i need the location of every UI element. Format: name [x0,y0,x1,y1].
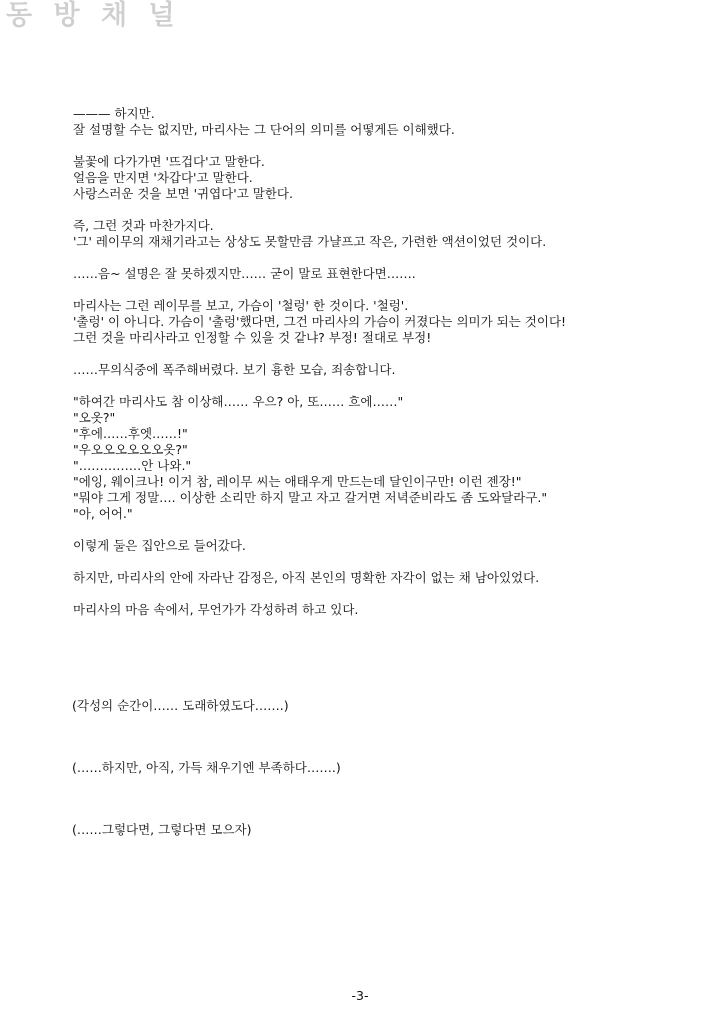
text-line: ……무의식중에 폭주해버렸다. 보기 흉한 모습, 죄송합니다. [73,362,396,377]
paragraph [73,570,703,586]
page-number: -3- [351,988,369,1003]
text-line: '출렁' 이 아니다. 가슴이 '출렁'했다면, 그건 마리사의 가슴이 커졌다는 의미가 되는 것이다! [73,314,567,329]
text-line: 하지만, 마리사의 안에 자라난 감정은, 아직 본인의 명확한 자각이 없는 채 남아있었다. [73,570,540,585]
text-line: 즉, 그런 것과 마찬가지다. [73,218,214,233]
text-line: 불꽃에 다가가면 '뜨겁다'고 말한다. [73,154,265,169]
dialogue-line: "후에……후엣……!" [73,426,188,441]
thought-line: (……그렇다면, 그렇다면 모으자) [72,822,252,837]
text-line: 마리사의 마음 속에서, 무언가가 각성하려 하고 있다. [73,602,359,617]
paragraph [73,602,703,618]
thought-line: (……하지만, 아직, 가득 채우기엔 부족하다…….) [72,760,341,775]
paragraph [73,154,703,202]
text-line: 얼음을 만지면 '차갑다'고 말한다. [73,170,253,185]
dialogue-line: "하여간 마리사도 참 이상해…… 우으? 아, 또…… 흐에……" [73,394,404,409]
text-line: 마리사는 그런 레이무를 보고, 가슴이 '철렁' 한 것이다. '철렁'. [73,298,409,313]
text-line: ……음~ 설명은 잘 못하겠지만…… 굳이 말로 표현한다면……. [73,266,416,281]
dialogue-line: "뭐야 그게 정말…. 이상한 소리만 하지 말고 자고 갈거면 저녁준비라도 좀 도와달라구." [73,490,548,505]
dialogue-line: "아, 어어." [73,506,133,521]
dialogue-line: "에잉, 웨이크나! 이거 참, 레이무 씨는 애태우게 만드는데 달인이구만! 이런 젠장!" [73,474,522,489]
paragraph [73,362,703,378]
watermark-logo: 동 방 채 널 [6,0,181,31]
body-text [73,106,703,634]
paragraph [73,106,703,138]
text-line: '그' 레이무의 재채기라고는 상상도 못할만큼 가냘프고 작은, 가련한 액션이었던 것이다. [73,234,547,249]
text-line: ——— 하지만. [73,106,155,121]
paragraph [73,218,703,250]
text-line: 이렇게 둘은 집안으로 들어갔다. [73,538,246,553]
paragraph [73,298,703,346]
text-line: 사랑스러운 것을 보면 '귀엽다'고 말한다. [73,186,293,201]
dialogue-line: "오옷?" [73,410,116,425]
dialogue-line: "우오오오오오오옷?" [73,442,188,457]
paragraph [73,538,703,554]
text-line: 그런 것을 마리사라고 인정할 수 있을 것 같냐? 부정! 절대로 부정! [73,330,432,345]
dialogue-line: "……………안 나와." [73,458,192,473]
paragraph [73,394,703,522]
text-line: 잘 설명할 수는 없지만, 마리사는 그 단어의 의미를 어떻게든 이해했다. [73,122,455,137]
paragraph [73,266,703,282]
thought-line: (각성의 순간이…… 도래하였도다…….) [72,698,289,713]
